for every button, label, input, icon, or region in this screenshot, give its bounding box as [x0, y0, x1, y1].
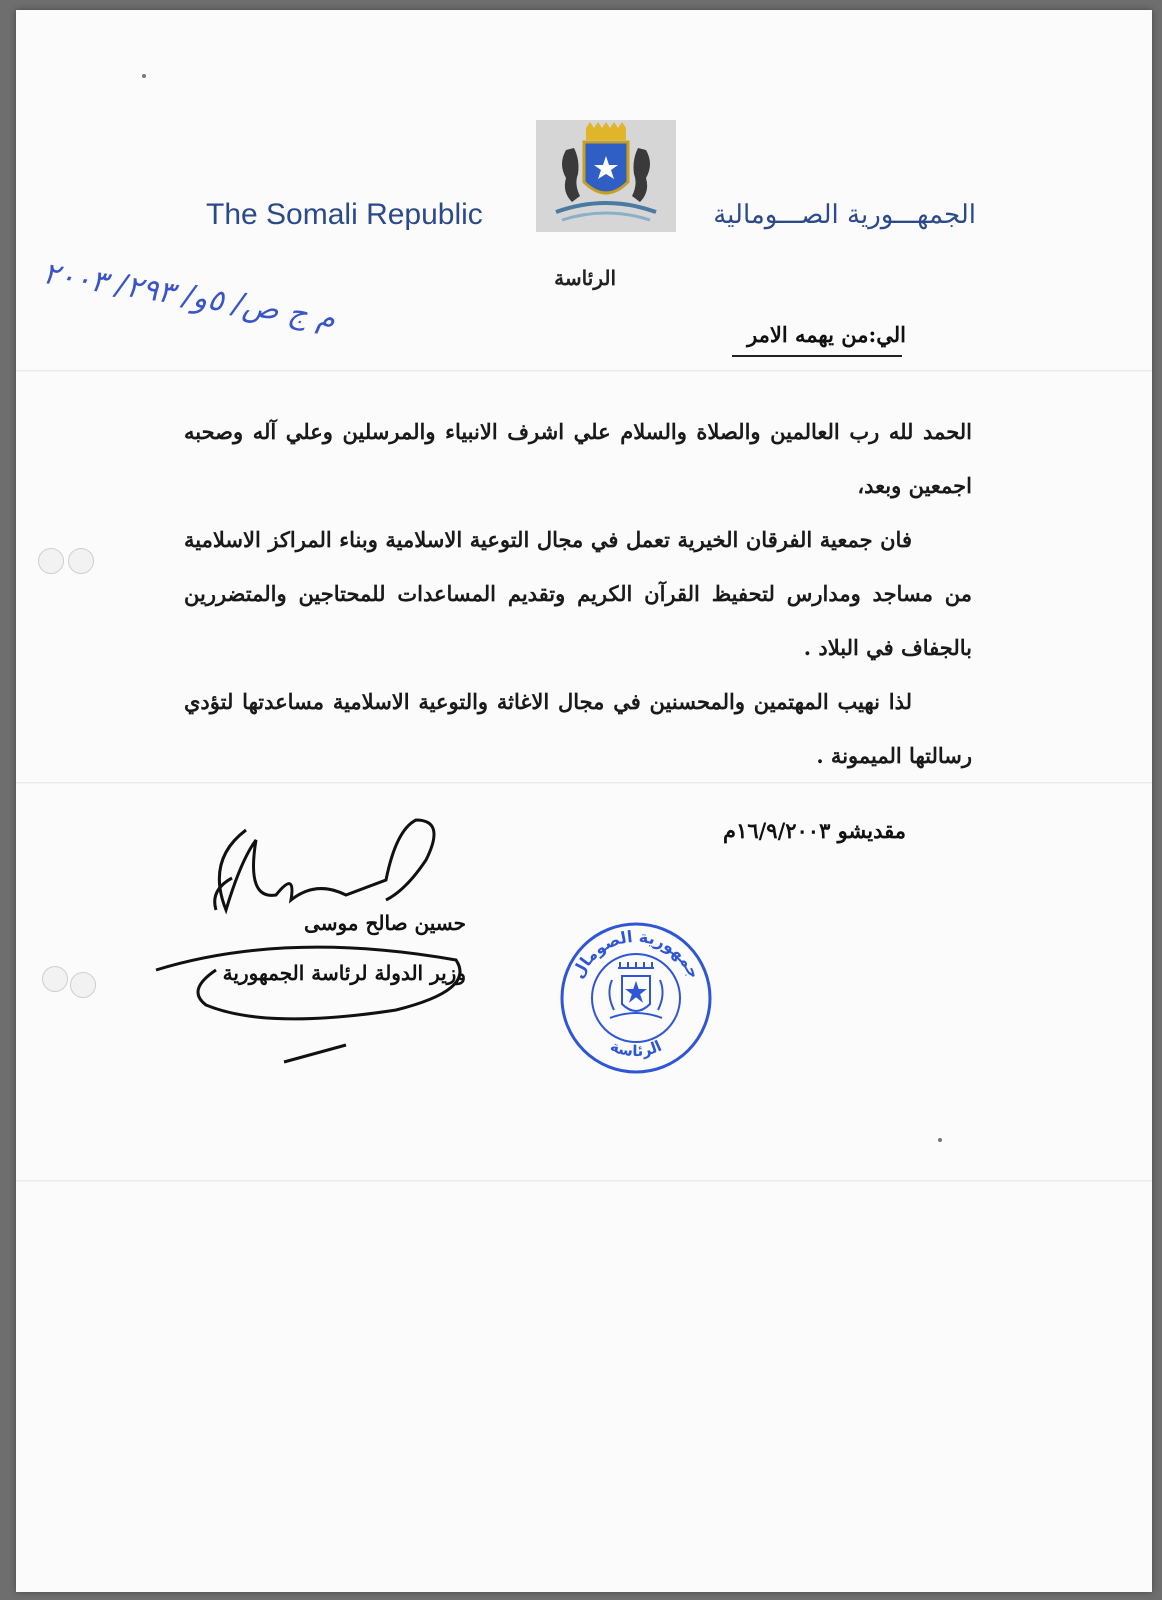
letter-body: [184, 405, 972, 783]
speck: [142, 74, 146, 78]
punch-hole: [38, 548, 64, 574]
stamp-bottom-text: الرئاسة: [607, 1036, 665, 1061]
handwritten-reference-note: م ج ص/ ٥و/ ٢٩٣/ ٢٠٠٣: [40, 256, 339, 337]
signatory-block: [146, 898, 466, 998]
presidency-seal-stamp: [556, 918, 716, 1078]
punch-hole: [42, 966, 68, 992]
body-paragraph: الحمد لله رب العالمين والصلاة والسلام علي اشرف الانبياء والمرسلين وعلي آله وصحبه اجمعين وبعد،: [184, 419, 972, 498]
letter-page: [16, 10, 1152, 1592]
punch-hole: [68, 548, 94, 574]
somali-coat-of-arms-icon: [536, 120, 676, 232]
stamp-crest-icon: [609, 962, 662, 1018]
stamp-top-text: جمهورية الصومال: [567, 926, 705, 982]
body-paragraph: لذا نهيب المهتمين والمحسنين في مجال الاغاثة والتوعية الاسلامية مساعدتها لتؤدي رسالتها الميمونة .: [184, 689, 972, 768]
letterhead-crest: [536, 120, 676, 232]
body-paragraph: فان جمعية الفرقان الخيرية تعمل في مجال التوعية الاسلامية وبناء المراكز الاسلامية من مساجد ومدارس لتحفيظ القرآن الكريم وتقديم المساعدات للمحتاجين والمتضررين بالجفاف في البلاد .: [184, 527, 972, 660]
paper-fold: [16, 370, 1152, 372]
signatory-title: وزير الدولة لرئاسة الجمهورية: [222, 961, 466, 985]
punch-hole: [70, 972, 96, 998]
speck: [938, 1138, 942, 1142]
date-line: مقديشو ١٦/٩/٢٠٠٣م: [723, 818, 906, 843]
addressee-underline: [732, 355, 902, 357]
letterhead-arabic-title: الجمهـــورية الصـــومالية: [713, 200, 976, 230]
paper-fold: [16, 1180, 1152, 1182]
signatory-name: حسين صالح موسى: [304, 911, 466, 935]
letterhead-english-title: The Somali Republic: [206, 198, 483, 231]
addressee-line: الي:من يهمه الامر: [747, 322, 906, 347]
svg-text:الرئاسة: [608, 1037, 665, 1060]
office-title: الرئاسة: [554, 266, 616, 290]
